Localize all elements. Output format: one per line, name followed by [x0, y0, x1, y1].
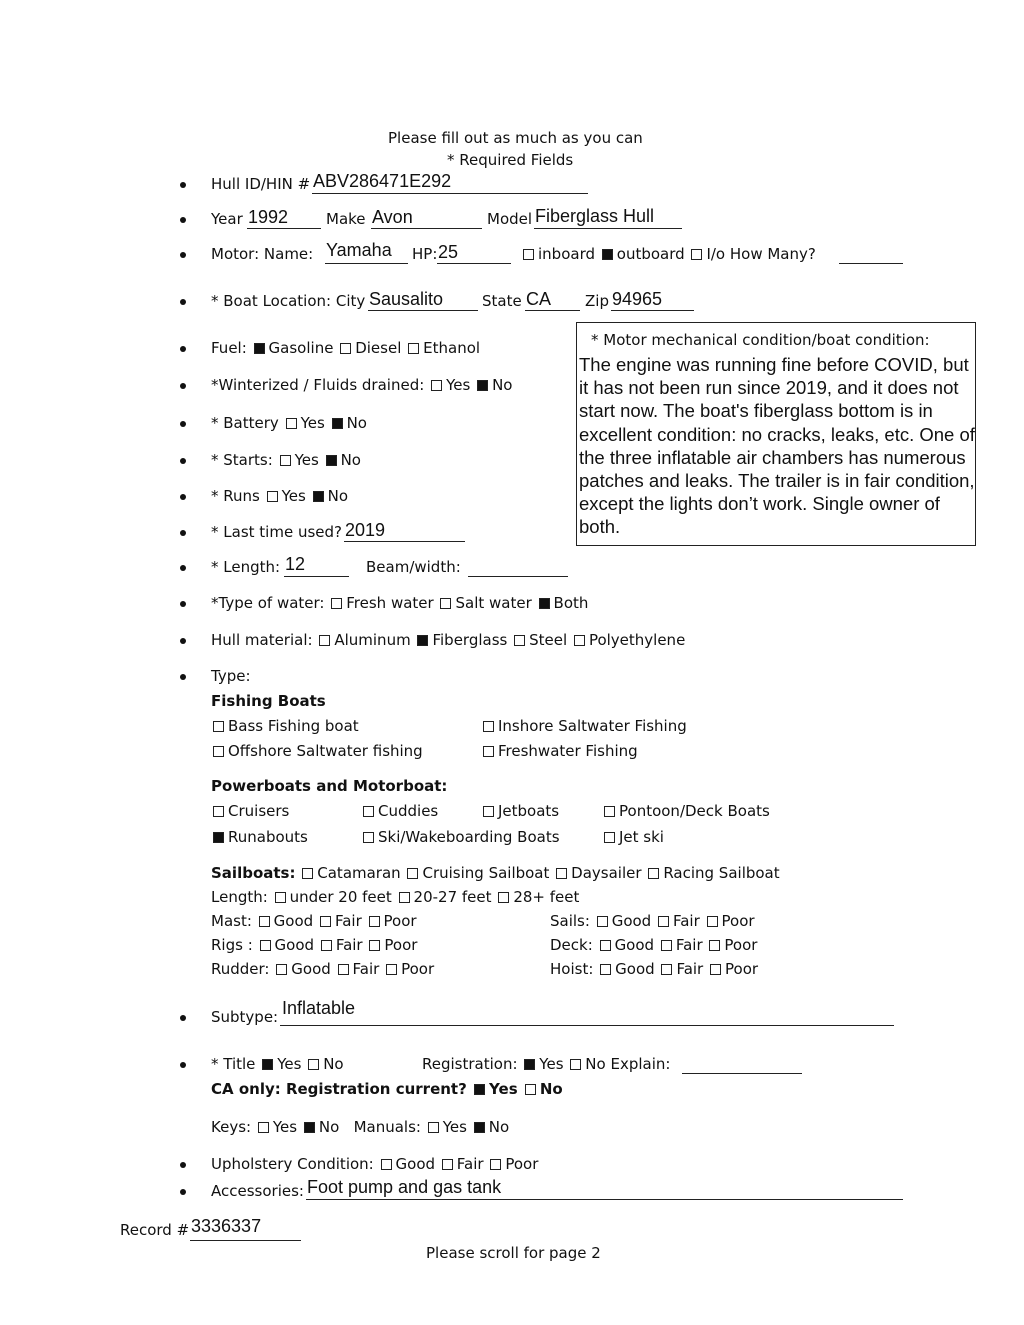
- cruisers-option: [211, 802, 289, 820]
- registration-explain-label: No Explain:: [585, 1055, 671, 1073]
- fuel-label: Fuel:: [211, 339, 247, 357]
- catamaran-checkbox[interactable]: [302, 868, 313, 879]
- racing-sailboat-label: Racing Sailboat: [663, 864, 780, 882]
- inshore-label: Inshore Saltwater Fishing: [498, 717, 687, 735]
- under-20-checkbox[interactable]: [275, 892, 286, 903]
- sailboats-row: [211, 864, 780, 882]
- jetski-checkbox[interactable]: [604, 832, 615, 843]
- fiberglass-checkbox[interactable]: [417, 635, 428, 646]
- over-28-checkbox[interactable]: [498, 892, 509, 903]
- cuddies-label: Cuddies: [378, 802, 439, 820]
- runabouts-label: Runabouts: [228, 828, 308, 846]
- state-label: State: [482, 292, 522, 310]
- city-value[interactable]: Sausalito: [369, 289, 444, 309]
- upholstery-good-checkbox[interactable]: [381, 1159, 392, 1170]
- title-no-label: No: [323, 1055, 344, 1073]
- offshore-option: [211, 742, 423, 760]
- jetboats-option: [481, 802, 559, 820]
- upholstery-row: [211, 1155, 538, 1173]
- condition-note-text: The engine was running fine before COVID, but it has not been run since 2019, and it does not start now. The boat's fiberglass bottom is in excellent condition: no cracks, leaks, etc. One of the three inflatable air chambers has numerous patches and leaks. The trailer is in fair condition, except the lights don’t work. Single owner of both.: [579, 354, 975, 538]
- subtype-label: Subtype:: [211, 1008, 279, 1026]
- jetboats-checkbox[interactable]: [483, 806, 494, 817]
- hp-label: HP:: [412, 245, 438, 263]
- manuals-yes-label: Yes: [442, 1118, 467, 1136]
- type-label: Type:: [211, 667, 251, 685]
- sailboats-heading: Sailboats:: [211, 864, 296, 882]
- bullet: [180, 494, 186, 500]
- poor-label: Poor: [724, 936, 758, 954]
- make-label: Make: [326, 210, 366, 228]
- bullet: [180, 383, 186, 389]
- rudder-good-checkbox[interactable]: [276, 964, 287, 975]
- fresh-water-label: Fresh water: [346, 594, 434, 612]
- aluminum-checkbox[interactable]: [319, 635, 330, 646]
- keys-yes-checkbox[interactable]: [258, 1122, 269, 1133]
- make-line: [371, 228, 482, 229]
- fiberglass-label: Fiberglass: [432, 631, 508, 649]
- ski-checkbox[interactable]: [363, 832, 374, 843]
- model-value[interactable]: Fiberglass Hull: [535, 206, 655, 226]
- battery-row: [211, 414, 367, 432]
- good-label: Good: [273, 912, 314, 930]
- bullet: [180, 674, 186, 680]
- offshore-label: Offshore Saltwater fishing: [228, 742, 423, 760]
- winterized-no-label: No: [492, 376, 513, 394]
- good-label: Good: [274, 936, 315, 954]
- runs-row: [211, 487, 348, 505]
- bullet: [180, 252, 186, 258]
- manuals-label: Manuals:: [353, 1118, 421, 1136]
- ca-registration-yes-checkbox[interactable]: [474, 1084, 485, 1095]
- sails-label: Sails:: [550, 912, 590, 930]
- water-label: *Type of water:: [211, 594, 325, 612]
- upholstery-poor-checkbox[interactable]: [490, 1159, 501, 1170]
- deck-row: [550, 936, 757, 954]
- year-value[interactable]: 1992: [248, 207, 289, 227]
- cuddies-option: [361, 802, 438, 820]
- racing-sailboat-checkbox[interactable]: [648, 868, 659, 879]
- jetboats-label: Jetboats: [498, 802, 560, 820]
- good-label: Good: [611, 912, 652, 930]
- bullet: [180, 565, 186, 571]
- steel-checkbox[interactable]: [514, 635, 525, 646]
- sail-length-row: [211, 888, 579, 906]
- ca-registration-label: CA only: Registration current?: [211, 1080, 467, 1098]
- range-20-27-checkbox[interactable]: [399, 892, 410, 903]
- bullet: [180, 421, 186, 427]
- hull-material-label: Hull material:: [211, 631, 313, 649]
- poor-label: Poor: [721, 912, 755, 930]
- rigs-poor-checkbox[interactable]: [369, 940, 380, 951]
- bullet: [180, 601, 186, 607]
- runs-no-checkbox[interactable]: [313, 491, 324, 502]
- range-20-27-label: 20-27 feet: [413, 888, 492, 906]
- over-28-label: 28+ feet: [513, 888, 580, 906]
- rigs-row: [211, 936, 417, 954]
- fair-label: Fair: [675, 936, 703, 954]
- registration-yes-checkbox[interactable]: [524, 1059, 535, 1070]
- inboard-checkbox[interactable]: [523, 249, 534, 260]
- ethanol-label: Ethanol: [423, 339, 481, 357]
- rudder-fair-checkbox[interactable]: [338, 964, 349, 975]
- deck-good-checkbox[interactable]: [600, 940, 611, 951]
- outboard-checkbox[interactable]: [602, 249, 613, 260]
- manuals-no-checkbox[interactable]: [474, 1122, 485, 1133]
- keys-yes-label: Yes: [272, 1118, 298, 1136]
- gasoline-label: Gasoline: [268, 339, 334, 357]
- starts-no-checkbox[interactable]: [326, 455, 337, 466]
- hoist-fair-checkbox[interactable]: [661, 964, 672, 975]
- good-label: Good: [291, 960, 331, 978]
- polyethylene-label: Polyethylene: [588, 631, 686, 649]
- bass-checkbox[interactable]: [213, 721, 224, 732]
- length-line: [284, 576, 349, 577]
- sails-good-checkbox[interactable]: [597, 916, 608, 927]
- header-instructions: Please fill out as much as you can: [388, 129, 643, 147]
- inshore-checkbox[interactable]: [483, 721, 494, 732]
- freshwater-label: Freshwater Fishing: [498, 742, 638, 760]
- inshore-option: [481, 717, 687, 735]
- keys-label: Keys:: [211, 1118, 252, 1136]
- sails-poor-checkbox[interactable]: [707, 916, 718, 927]
- starts-yes-label: Yes: [294, 451, 319, 469]
- polyethylene-checkbox[interactable]: [574, 635, 585, 646]
- hoist-poor-checkbox[interactable]: [710, 964, 721, 975]
- bass-option: [211, 717, 359, 735]
- motor-type-options: [521, 245, 816, 263]
- zip-value[interactable]: 94965: [612, 289, 663, 309]
- bullet: [180, 299, 186, 305]
- battery-no-checkbox[interactable]: [332, 418, 343, 429]
- steel-label: Steel: [529, 631, 568, 649]
- jetski-label: Jet ski: [619, 828, 664, 846]
- bass-label: Bass Fishing boat: [228, 717, 359, 735]
- io-checkbox[interactable]: [691, 249, 702, 260]
- hp-value[interactable]: 25: [438, 242, 459, 262]
- bullet: [180, 458, 186, 464]
- hoist-label: Hoist:: [550, 960, 594, 978]
- condition-note-title: * Motor mechanical condition/boat condition:: [591, 331, 930, 349]
- starts-yes-checkbox[interactable]: [280, 455, 291, 466]
- title-yes-checkbox[interactable]: [262, 1059, 273, 1070]
- cruising-sailboat-checkbox[interactable]: [407, 868, 418, 879]
- registration-label: Registration:: [422, 1055, 518, 1073]
- fair-label: Fair: [672, 912, 700, 930]
- ca-registration-row: [211, 1080, 563, 1098]
- sails-row: [550, 912, 755, 930]
- catamaran-label: Catamaran: [317, 864, 401, 882]
- bullet: [180, 530, 186, 536]
- condition-note-box[interactable]: [576, 322, 976, 546]
- good-label: Good: [615, 960, 655, 978]
- make-value[interactable]: Avon: [372, 207, 413, 227]
- pontoon-label: Pontoon/Deck Boats: [619, 802, 770, 820]
- ski-label: Ski/Wakeboarding Boats: [378, 828, 560, 846]
- title-row: [211, 1055, 344, 1073]
- fishing-boats-heading: Fishing Boats: [211, 692, 326, 710]
- ca-registration-no-label: No: [539, 1080, 563, 1098]
- fair-label: Fair: [334, 912, 362, 930]
- deck-label: Deck:: [550, 936, 593, 954]
- runs-no-label: No: [327, 487, 349, 505]
- last-used-label: * Last time used?: [211, 523, 342, 541]
- daysailer-checkbox[interactable]: [556, 868, 567, 879]
- how-many-line: [839, 263, 903, 264]
- last-used-line: [344, 541, 465, 542]
- fair-label: Fair: [352, 960, 380, 978]
- bullet: [180, 346, 186, 352]
- state-line: [525, 310, 580, 311]
- title-label: * Title: [211, 1055, 256, 1073]
- title-no-checkbox[interactable]: [308, 1059, 319, 1070]
- starts-label: * Starts:: [211, 451, 273, 469]
- registration-row: [422, 1055, 670, 1073]
- mast-fair-checkbox[interactable]: [320, 916, 331, 927]
- starts-row: [211, 451, 361, 469]
- keys-no-checkbox[interactable]: [304, 1122, 315, 1133]
- rudder-label: Rudder:: [211, 960, 270, 978]
- fuel-row: [211, 339, 480, 357]
- good-label: Good: [614, 936, 655, 954]
- gasoline-checkbox[interactable]: [254, 343, 265, 354]
- inboard-label: inboard: [538, 245, 595, 263]
- poor-label: Poor: [383, 912, 417, 930]
- upholstery-poor-label: Poor: [505, 1155, 539, 1173]
- runs-yes-label: Yes: [281, 487, 306, 505]
- battery-label: * Battery: [211, 414, 279, 432]
- sail-length-label: Length:: [211, 888, 268, 906]
- battery-yes-label: Yes: [300, 414, 325, 432]
- location-label: * Boat Location: City: [211, 292, 366, 310]
- keys-row: [211, 1118, 509, 1136]
- poor-label: Poor: [384, 936, 418, 954]
- scroll-note: Please scroll for page 2: [426, 1244, 601, 1262]
- keys-no-label: No: [318, 1118, 340, 1136]
- cruising-sailboat-label: Cruising Sailboat: [422, 864, 550, 882]
- hoist-row: [550, 960, 758, 978]
- record-line: [190, 1240, 301, 1241]
- battery-no-label: No: [346, 414, 367, 432]
- required-fields-note: * Required Fields: [447, 151, 574, 169]
- ca-registration-yes-label: Yes: [489, 1080, 518, 1098]
- bullet: [180, 1015, 186, 1021]
- rudder-row: [211, 960, 434, 978]
- fair-label: Fair: [676, 960, 704, 978]
- hull-id-line: [312, 193, 588, 194]
- rigs-fair-checkbox[interactable]: [321, 940, 332, 951]
- motor-name-value[interactable]: Yamaha: [326, 240, 392, 260]
- accessories-value[interactable]: Foot pump and gas tank: [307, 1177, 502, 1197]
- city-line: [368, 310, 478, 311]
- cuddies-checkbox[interactable]: [363, 806, 374, 817]
- water-row: [211, 594, 588, 612]
- fair-label: Fair: [335, 936, 363, 954]
- registration-no-checkbox[interactable]: [570, 1059, 581, 1070]
- ski-option: [361, 828, 560, 846]
- pontoon-option: [602, 802, 770, 820]
- title-yes-label: Yes: [277, 1055, 302, 1073]
- year-line: [247, 228, 321, 229]
- length-value[interactable]: 12: [285, 554, 306, 574]
- cruisers-checkbox[interactable]: [213, 806, 224, 817]
- runabouts-option: [211, 828, 308, 846]
- last-used-value[interactable]: 2019: [345, 520, 386, 540]
- salt-water-checkbox[interactable]: [440, 598, 451, 609]
- winterized-label: *Winterized / Fluids drained:: [211, 376, 425, 394]
- mast-label: Mast:: [211, 912, 252, 930]
- hull-id-value[interactable]: ABV286471E292: [313, 171, 452, 191]
- winterized-no-checkbox[interactable]: [477, 380, 488, 391]
- model-label: Model: [487, 210, 533, 228]
- ethanol-checkbox[interactable]: [408, 343, 419, 354]
- manuals-no-label: No: [488, 1118, 510, 1136]
- hoist-good-checkbox[interactable]: [600, 964, 611, 975]
- aluminum-label: Aluminum: [334, 631, 411, 649]
- starts-no-label: No: [340, 451, 361, 469]
- record-label: Record #: [120, 1221, 190, 1239]
- beam-label: Beam/width:: [366, 558, 461, 576]
- outboard-label: outboard: [616, 245, 685, 263]
- record-value[interactable]: 3336337: [191, 1216, 262, 1236]
- cruisers-label: Cruisers: [228, 802, 290, 820]
- battery-yes-checkbox[interactable]: [286, 418, 297, 429]
- freshwater-checkbox[interactable]: [483, 746, 494, 757]
- daysailer-label: Daysailer: [571, 864, 642, 882]
- rigs-good-checkbox[interactable]: [260, 940, 271, 951]
- hull-id-label: Hull ID/HIN #: [211, 175, 311, 193]
- bullet: [180, 638, 186, 644]
- io-label: I/o How Many?: [706, 245, 816, 263]
- zip-line: [611, 310, 694, 311]
- state-value[interactable]: CA: [526, 289, 552, 309]
- hp-line: [437, 263, 511, 264]
- poor-label: Poor: [401, 960, 435, 978]
- subtype-line: [280, 1025, 894, 1026]
- runs-yes-checkbox[interactable]: [267, 491, 278, 502]
- pontoon-checkbox[interactable]: [604, 806, 615, 817]
- upholstery-label: Upholstery Condition:: [211, 1155, 374, 1173]
- year-label: Year: [211, 210, 243, 228]
- deck-poor-checkbox[interactable]: [709, 940, 720, 951]
- accessories-label: Accessories:: [211, 1182, 304, 1200]
- model-line: [534, 228, 682, 229]
- both-water-checkbox[interactable]: [539, 598, 550, 609]
- winterized-yes-label: Yes: [446, 376, 471, 394]
- fresh-water-checkbox[interactable]: [331, 598, 342, 609]
- rigs-label: Rigs :: [211, 936, 253, 954]
- winterized-yes-checkbox[interactable]: [431, 380, 442, 391]
- ca-registration-no-checkbox[interactable]: [525, 1084, 536, 1095]
- salt-water-label: Salt water: [455, 594, 532, 612]
- bullet: [180, 1062, 186, 1068]
- upholstery-fair-label: Fair: [456, 1155, 484, 1173]
- bullet: [180, 1162, 186, 1168]
- length-label: * Length:: [211, 558, 281, 576]
- mast-good-checkbox[interactable]: [259, 916, 270, 927]
- runs-label: * Runs: [211, 487, 260, 505]
- zip-label: Zip: [585, 292, 609, 310]
- explain-line: [682, 1073, 802, 1074]
- mast-poor-checkbox[interactable]: [369, 916, 380, 927]
- both-water-label: Both: [553, 594, 589, 612]
- beam-line: [468, 576, 568, 577]
- poor-label: Poor: [725, 960, 759, 978]
- runabouts-checkbox[interactable]: [213, 832, 224, 843]
- subtype-value[interactable]: Inflatable: [282, 998, 356, 1018]
- accessories-line: [306, 1199, 903, 1200]
- diesel-checkbox[interactable]: [340, 343, 351, 354]
- freshwater-option: [481, 742, 638, 760]
- motor-label: Motor: Name:: [211, 245, 314, 263]
- upholstery-good-label: Good: [395, 1155, 436, 1173]
- under-20-label: under 20 feet: [289, 888, 392, 906]
- jetski-option: [602, 828, 664, 846]
- registration-yes-label: Yes: [539, 1055, 564, 1073]
- motor-name-line: [325, 263, 408, 264]
- mast-row: [211, 912, 417, 930]
- hull-material-row: [211, 631, 685, 649]
- rudder-poor-checkbox[interactable]: [386, 964, 397, 975]
- offshore-checkbox[interactable]: [213, 746, 224, 757]
- sails-fair-checkbox[interactable]: [658, 916, 669, 927]
- bullet: [180, 217, 186, 223]
- winterized-row: [211, 376, 512, 394]
- powerboats-heading: Powerboats and Motorboat:: [211, 777, 448, 795]
- deck-fair-checkbox[interactable]: [661, 940, 672, 951]
- bullet: [180, 182, 186, 188]
- manuals-yes-checkbox[interactable]: [428, 1122, 439, 1133]
- upholstery-fair-checkbox[interactable]: [442, 1159, 453, 1170]
- bullet: [180, 1189, 186, 1195]
- diesel-label: Diesel: [355, 339, 402, 357]
